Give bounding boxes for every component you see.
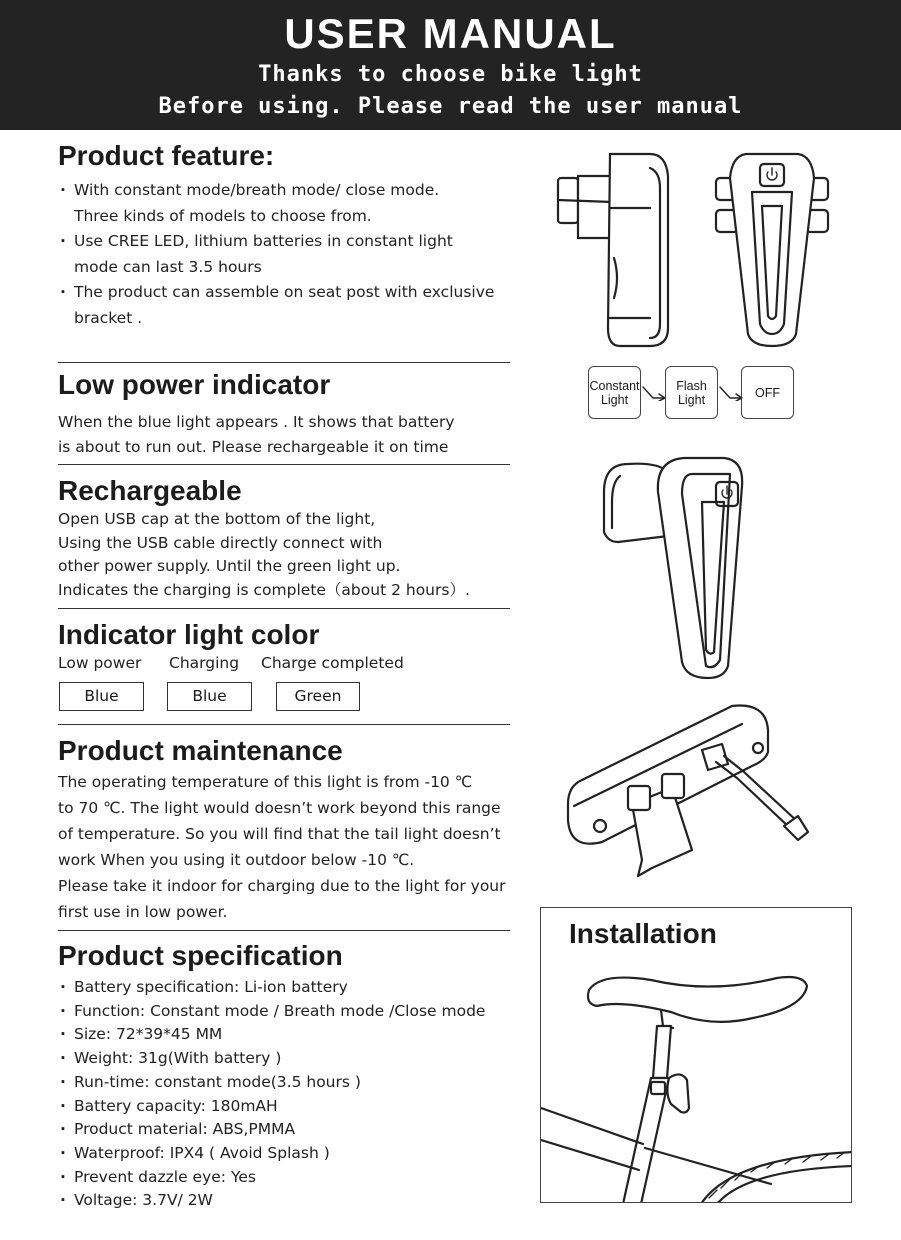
indicator-color-charging: Blue: [167, 682, 252, 711]
mode-constant-light: Constant Light: [588, 366, 641, 419]
low-power-text: When the blue light appears . It shows that battery is about to run out. Please rechargeable it on time: [58, 413, 455, 456]
spec-item: · Product material: ABS,PMMA: [58, 1118, 485, 1142]
spec-item: · Voltage: 3.7V/ 2W: [58, 1189, 485, 1213]
section-divider: [58, 608, 510, 609]
indicator-label-low-power: Low power: [58, 654, 142, 672]
feature-bullet: · With constant mode/breath mode/ close mode. Three kinds of models to choose from.: [58, 178, 494, 229]
indicator-heading: Indicator light color: [58, 619, 320, 650]
indicator-color-low-power: Blue: [59, 682, 144, 711]
spec-item: · Size: 72*39*45 MM: [58, 1023, 485, 1047]
spec-item: · Weight: 31g(With battery ): [58, 1047, 485, 1071]
specification-list: [58, 976, 485, 1213]
section-divider: [58, 362, 510, 363]
spec-item: · Function: Constant mode / Breath mode /Close mode: [58, 1000, 485, 1024]
indicator-label-charge-completed: Charge completed: [261, 654, 404, 672]
rechargeable-heading: Rechargeable: [58, 475, 242, 506]
light-angled-view-illustration: [598, 452, 748, 682]
maintenance-heading: Product maintenance: [58, 735, 343, 766]
header-banner: [0, 0, 901, 130]
maintenance-text: The operating temperature of this light is from -10 ℃ to 70 ℃. The light would doesn’t work beyond this range of temperature. So you will find that the tail light doesn’t work When you using it outdoor below -10 ℃. Please take it indoor for charging due to the light for your first use in low power.: [58, 773, 506, 921]
manual-subtitle-read: Before using. Please read the user manual: [158, 94, 743, 119]
specification-heading: Product specification: [58, 940, 343, 971]
section-divider: [58, 724, 510, 725]
feature-bullet: · The product can assemble on seat post with exclusive bracket .: [58, 280, 494, 331]
mode-off: OFF: [741, 366, 794, 419]
indicator-label-charging: Charging: [169, 654, 240, 672]
manual-subtitle-thanks: Thanks to choose bike light: [258, 62, 643, 87]
spec-item: · Run-time: constant mode(3.5 hours ): [58, 1071, 485, 1095]
spec-item: · Waterproof: IPX4 ( Avoid Splash ): [58, 1142, 485, 1166]
feature-bullet: · Use CREE LED, lithium batteries in constant light mode can last 3.5 hours: [58, 229, 494, 280]
light-side-view-illustration: [550, 148, 680, 353]
spec-item: · Battery capacity: 180mAH: [58, 1095, 485, 1119]
spec-item: · Prevent dazzle eye: Yes: [58, 1166, 485, 1190]
product-feature-list: [58, 178, 494, 331]
section-divider: [58, 930, 510, 931]
installation-panel: [540, 907, 852, 1203]
mode-flash-light: Flash Light: [665, 366, 718, 419]
low-power-heading: Low power indicator: [58, 369, 331, 400]
product-feature-heading: Product feature:: [58, 140, 275, 171]
section-divider: [58, 464, 510, 465]
indicator-color-charge-completed: Green: [276, 682, 360, 711]
spec-item: · Battery specification: Li-ion battery: [58, 976, 485, 1000]
manual-title: USER MANUAL: [284, 10, 617, 57]
usb-charging-illustration: [562, 700, 812, 888]
installation-title: Installation: [569, 918, 717, 949]
light-front-view-illustration: [712, 148, 832, 353]
installation-bike-illustration: [541, 908, 852, 1203]
arrow-right-icon: [641, 385, 667, 401]
rechargeable-text: Open USB cap at the bottom of the light, Using the USB cable directly connect with other power supply. Until the green light up. Indicates the charging is complete（about 2 hours）.: [58, 510, 470, 599]
